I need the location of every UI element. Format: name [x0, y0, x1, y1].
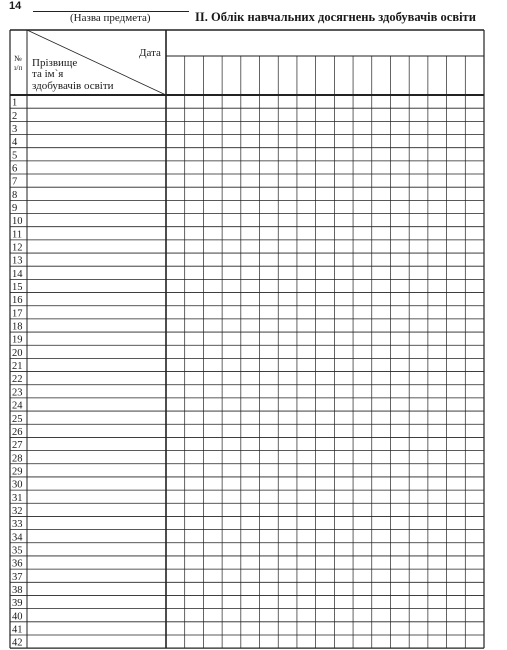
row-number: 27: [12, 440, 23, 452]
row-number: 31: [12, 492, 23, 504]
row-number: 18: [12, 321, 23, 333]
row-number: 39: [12, 598, 23, 610]
row-number: 17: [12, 308, 23, 320]
row-number: 10: [12, 216, 23, 228]
header-date-label: Дата: [139, 47, 161, 59]
row-number: 9: [12, 203, 18, 215]
header-no-label: №: [14, 54, 22, 63]
row-number: 8: [12, 189, 18, 201]
row-number: 21: [12, 361, 23, 373]
row-number: 36: [12, 558, 23, 570]
row-number: 20: [12, 347, 23, 359]
row-number: 3: [12, 124, 18, 136]
row-number: 29: [12, 466, 23, 478]
row-number: 24: [12, 400, 23, 412]
row-number: 25: [12, 413, 23, 425]
row-number: 41: [12, 624, 23, 636]
row-number: 42: [12, 637, 23, 649]
row-number: 6: [12, 163, 18, 175]
row-number: 28: [12, 453, 23, 465]
row-number: 34: [12, 532, 23, 544]
row-number: 4: [12, 137, 18, 149]
row-number: 7: [12, 176, 18, 188]
header-name-label-1: Прізвище: [32, 57, 78, 69]
row-number: 23: [12, 387, 23, 399]
page-number: 14: [9, 0, 22, 12]
row-number: 1: [12, 97, 18, 109]
header-name-label-2: та ім`я: [32, 68, 64, 80]
row-number: 13: [12, 255, 23, 267]
row-number: 2: [12, 110, 18, 122]
row-number: 22: [12, 374, 23, 386]
row-number: 26: [12, 426, 23, 438]
row-number: 38: [12, 584, 23, 596]
row-number: 32: [12, 505, 23, 517]
row-number: 37: [12, 571, 23, 583]
row-number: 30: [12, 479, 23, 491]
row-number: 40: [12, 611, 23, 623]
row-number: 19: [12, 334, 23, 346]
subject-name-caption: (Назва предмета): [70, 12, 151, 24]
row-number: 15: [12, 282, 23, 294]
section-title: II. Облік навчальних досягнень здобувачів освіти: [195, 10, 476, 24]
row-number: 12: [12, 242, 23, 254]
row-number: 33: [12, 519, 23, 531]
header-no-sublabel: з/п: [13, 64, 23, 72]
row-number: 14: [12, 268, 23, 280]
row-number: 16: [12, 295, 23, 307]
row-number: 11: [12, 229, 23, 241]
row-number: 5: [12, 150, 18, 162]
header-name-label-3: здобувачів освіти: [32, 80, 114, 92]
row-number: 35: [12, 545, 23, 557]
